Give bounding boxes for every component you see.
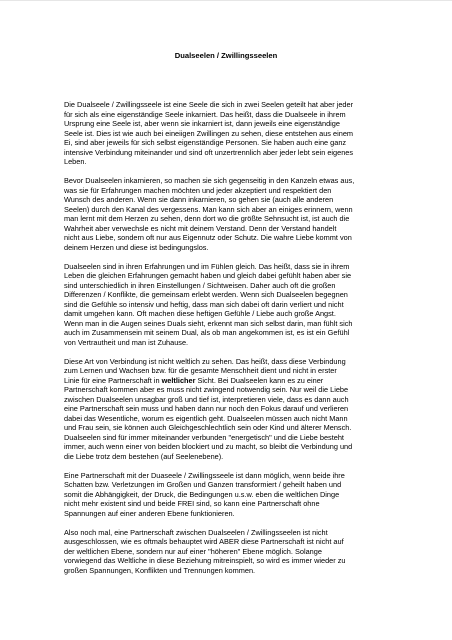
paragraph-4 xyxy=(64,357,394,462)
paragraph-6: Also noch mal, eine Partnerschaft zwischen Dualseelen / Zwillingsseelen ist nicht ausgeschlossen, wie es oftmals behauptet wird ABER diese Partnerschaft ist nicht auf der weltlichen Ebene, sondern nur auf einer "höheren" Ebene möglich. Solange vorwiegend das Weltliche in diese Beziehung mitreinspielt, so wird es immer wieder zu großen Spannungen, Konflikten und Trennungen kommen. xyxy=(64,527,346,575)
paragraph-3: Dualseelen sind in ihren Erfahrungen und im Fühlen gleich. Das heißt, dass sie in ihrem Leben die gleichen Erfahrungen gemacht haben und gleich dabei gefühlt haben aber sie sind unterschiedlich in ihren Einstellungen / Sichtweisen. Daher auch oft die großen Differenzen / Konflikte, die gemeinsam erlebt werden. Wenn sich Dualseelen begegnen sind die Gefühle so intensiv und heftig, dass man sich dabei oft darin verliert und nicht damit umgehen kann. Oft machen diese heftigen Gefühle / Liebe auch große Angst. Wenn man in die Augen seines Duals sieht, erkennt man sich selbst darin, man fühlt sich auch im Zusammensein mit seinem Dual, als ob man angekommen ist, es ist ein Gefühl von Vertrautheit und man ist Zuhause. xyxy=(64,261,353,347)
paragraph-1: Die Dualseele / Zwillingsseele ist eine Seele die sich in zwei Seelen geteilt hat aber jeder für sich als eine eigenständige Seele inkarniert. Das heißt, dass die Dualseele in ihrem Ursprung eine Seele ist, aber wenn sie inkarniert ist, dann jeweils eine eigenständige Seele ist. Dies ist wie auch bei eineiigen Zwillingen zu sehen, diese entstehen aus einem Ei, sind aber jeweils für sich selbst eigenständige Personen. Sie haben auch eine ganz intensive Verbindung miteinander und sind oft unzertrennlich aber jeder lebt sein eigenes Leben. xyxy=(64,100,354,166)
paragraph-4-bold-word: weltlicher xyxy=(161,375,196,385)
paragraph-2: Bevor Dualseelen inkarnieren, so machen sie sich gegenseitig in den Kanzeln etwas aus, was sie für Erfahrungen machen möchten und jeder akzeptiert und respektiert den Wunsch des anderen. Wenn sie dann inkarnieren, so gehen sie (auch alle anderen Seelen) durch den Kanal des vergessens. Man kann sich aber an einiges erinnern, wenn man lernt mit dem Herzen zu sehen, denn dort wo die größte Sehnsucht ist, ist auch die Wahrheit aber verwechsle es nicht mit deinem Verstand. Denn der Verstand handelt nicht aus Liebe, sondern oft nur aus Eigennutz oder Schutz. Die wahre Liebe kommt von deinem Herzen und diese ist bedingungslos. xyxy=(64,176,355,252)
document-body xyxy=(64,100,394,585)
paragraph-4-text-before: Diese Art von Verbindung ist nicht weltlich zu sehen. Das heißt, dass diese Verbindung zum Lernen und Wachsen bzw. für die gesamte Menschheit dient und nicht in erster Linie für eine Partnerschaft in xyxy=(64,356,346,385)
paragraph-4-text-after: Sicht. Bei Dualseelen kann es zu einer Partnerschaft kommen aber es muss nicht zwingend notwendig sein. Nur weil die Liebe zwischen Dualseelen unsagbar groß und tief ist, interpretieren viele, dass es dann auch eine Partnerschaft sein muss und haben dann nur noch den Fokus darauf und verlieren dabei das Wesentliche, worum es eigentlich geht. Dualseelen müssen auch nicht Mann und Frau sein, sie können auch Gleichgeschlechtlich sein oder Kind und älterer Mensch. Dualseelen sind für immer miteinander verbunden "energetisch" und die Liebe besteht immer, auch wenn einer von beiden blockiert und zu macht, so bleibt die Verbindung und die Liebe trotz dem bestehen (auf Seelenebene). xyxy=(64,375,353,461)
paragraph-5: Eine Partnerschaft mit der Duaseele / Zwillingsseele ist dann möglich, wenn beide ihre Schatten bzw. Verletzungen im Großen und Ganzen transformiert / geheilt haben und somit die Abhängigkeit, der Druck, die Bedingungen u.s.w. eben die weltlichen Dinge nicht mehr existent sind und beide FREI sind, so kann eine Partnerschaft ohne Spannungen auf einer anderen Ebene funktionieren. xyxy=(64,470,345,518)
document-title: Dualseelen / Zwillingsseelen xyxy=(174,51,278,60)
